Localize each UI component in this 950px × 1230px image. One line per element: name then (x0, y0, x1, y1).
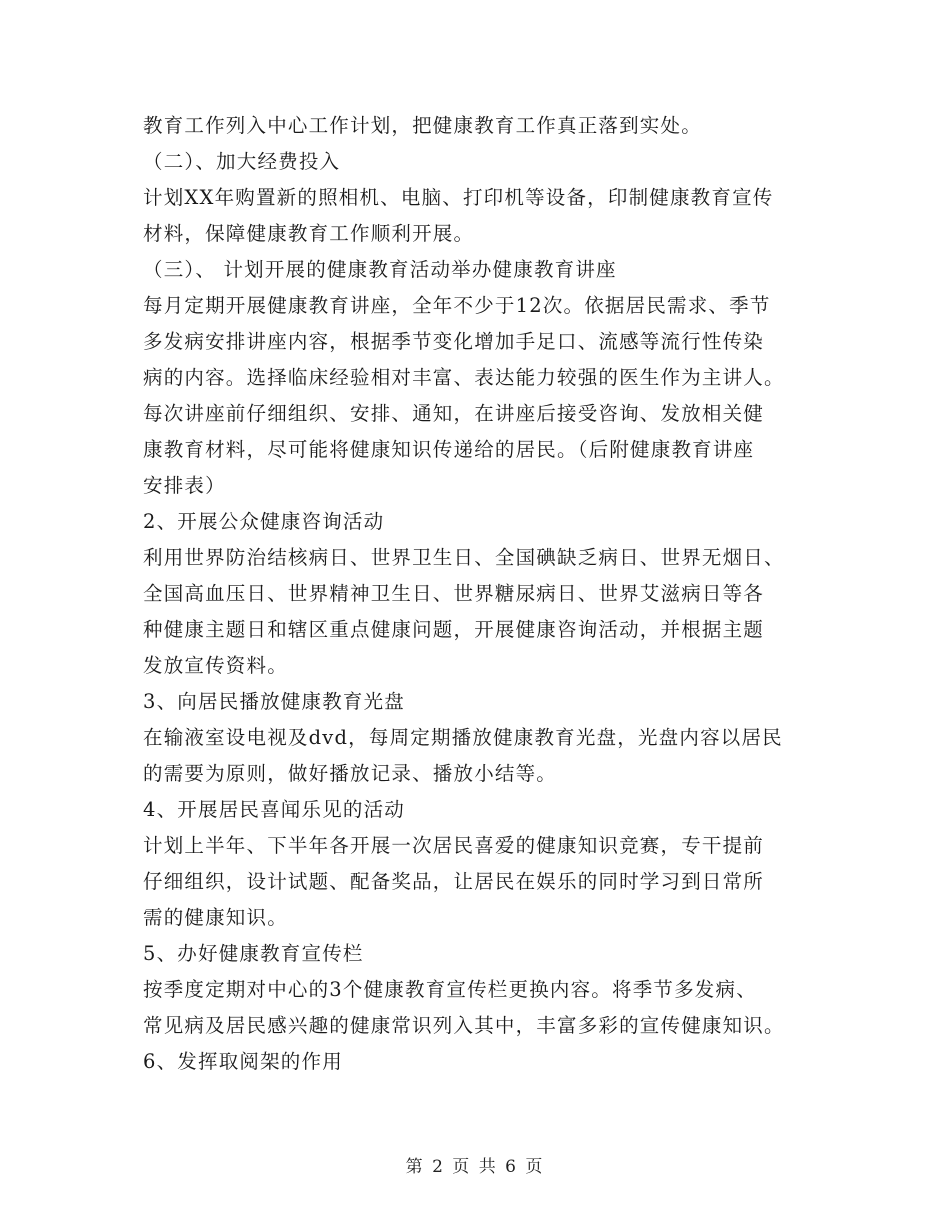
document-body (143, 108, 815, 1080)
section-heading: 5、办好健康教育宣传栏 (143, 942, 364, 965)
text-line: 仔细组织，设计试题、配备奖品，让居民在娱乐的同时学习到日常所 (143, 870, 765, 893)
text-line: 按季度定期对中心的3个健康教育宣传栏更换内容。将季节多发病、 (143, 978, 757, 1001)
section-heading: 4、开展居民喜闻乐见的活动 (143, 798, 406, 821)
text-line: 教育工作列入中心工作计划，把健康教育工作真正落到实处。 (143, 114, 702, 137)
text-line: 利用世界防治结核病日、世界卫生日、全国碘缺乏病日、世界无烟日、 (143, 546, 785, 569)
text-line: 全国高血压日、世界精神卫生日、世界糖尿病日、世界艾滋病日等各 (143, 582, 765, 605)
text-line: 需的健康知识。 (143, 906, 288, 929)
text-line: 计划上半年、下半年各开展一次居民喜爱的健康知识竞赛，专干提前 (143, 834, 765, 857)
text-line: 常见病及居民感兴趣的健康常识列入其中，丰富多彩的宣传健康知识。 (143, 1014, 785, 1037)
text-line: 的需要为原则，做好播放记录、播放小结等。 (143, 762, 558, 785)
page-number-footer: 第 2 页 共 6 页 (405, 1157, 545, 1177)
text-line: 每月定期开展健康教育讲座，全年不少于12次。依据居民需求、季节 (143, 294, 771, 317)
section-heading: 2、开展公众健康咨询活动 (143, 510, 385, 533)
text-line: 多发病安排讲座内容，根据季节变化增加手足口、流感等流行性传染 (143, 330, 765, 353)
text-line: 种健康主题日和辖区重点健康问题，开展健康咨询活动，并根据主题 (143, 618, 765, 641)
text-line: 计划XX年购置新的照相机、电脑、打印机等设备，印制健康教育宣传 (143, 186, 774, 209)
text-line: 病的内容。选择临床经验相对丰富、表达能力较强的医生作为主讲人。 (143, 366, 785, 389)
text-line: 在输液室设电视及dvd，每周定期播放健康教育光盘，光盘内容以居民 (143, 726, 783, 749)
section-heading: 6、发挥取阅架的作用 (143, 1050, 343, 1073)
section-heading: （三）、 计划开展的健康教育活动举办健康教育讲座 (143, 258, 617, 281)
text-line: 材料，保障健康教育工作顺利开展。 (143, 222, 475, 245)
text-line: 发放宣传资料。 (143, 654, 288, 677)
text-line: 安排表） (143, 474, 226, 497)
section-heading: （二）、加大经费投入 (143, 150, 341, 173)
text-line: 每次讲座前仔细组织、安排、通知，在讲座后接受咨询、发放相关健 (143, 402, 765, 425)
section-heading: 3、向居民播放健康教育光盘 (143, 690, 406, 713)
text-line: 康教育材料，尽可能将健康知识传递给的居民。（后附健康教育讲座 (143, 438, 755, 461)
